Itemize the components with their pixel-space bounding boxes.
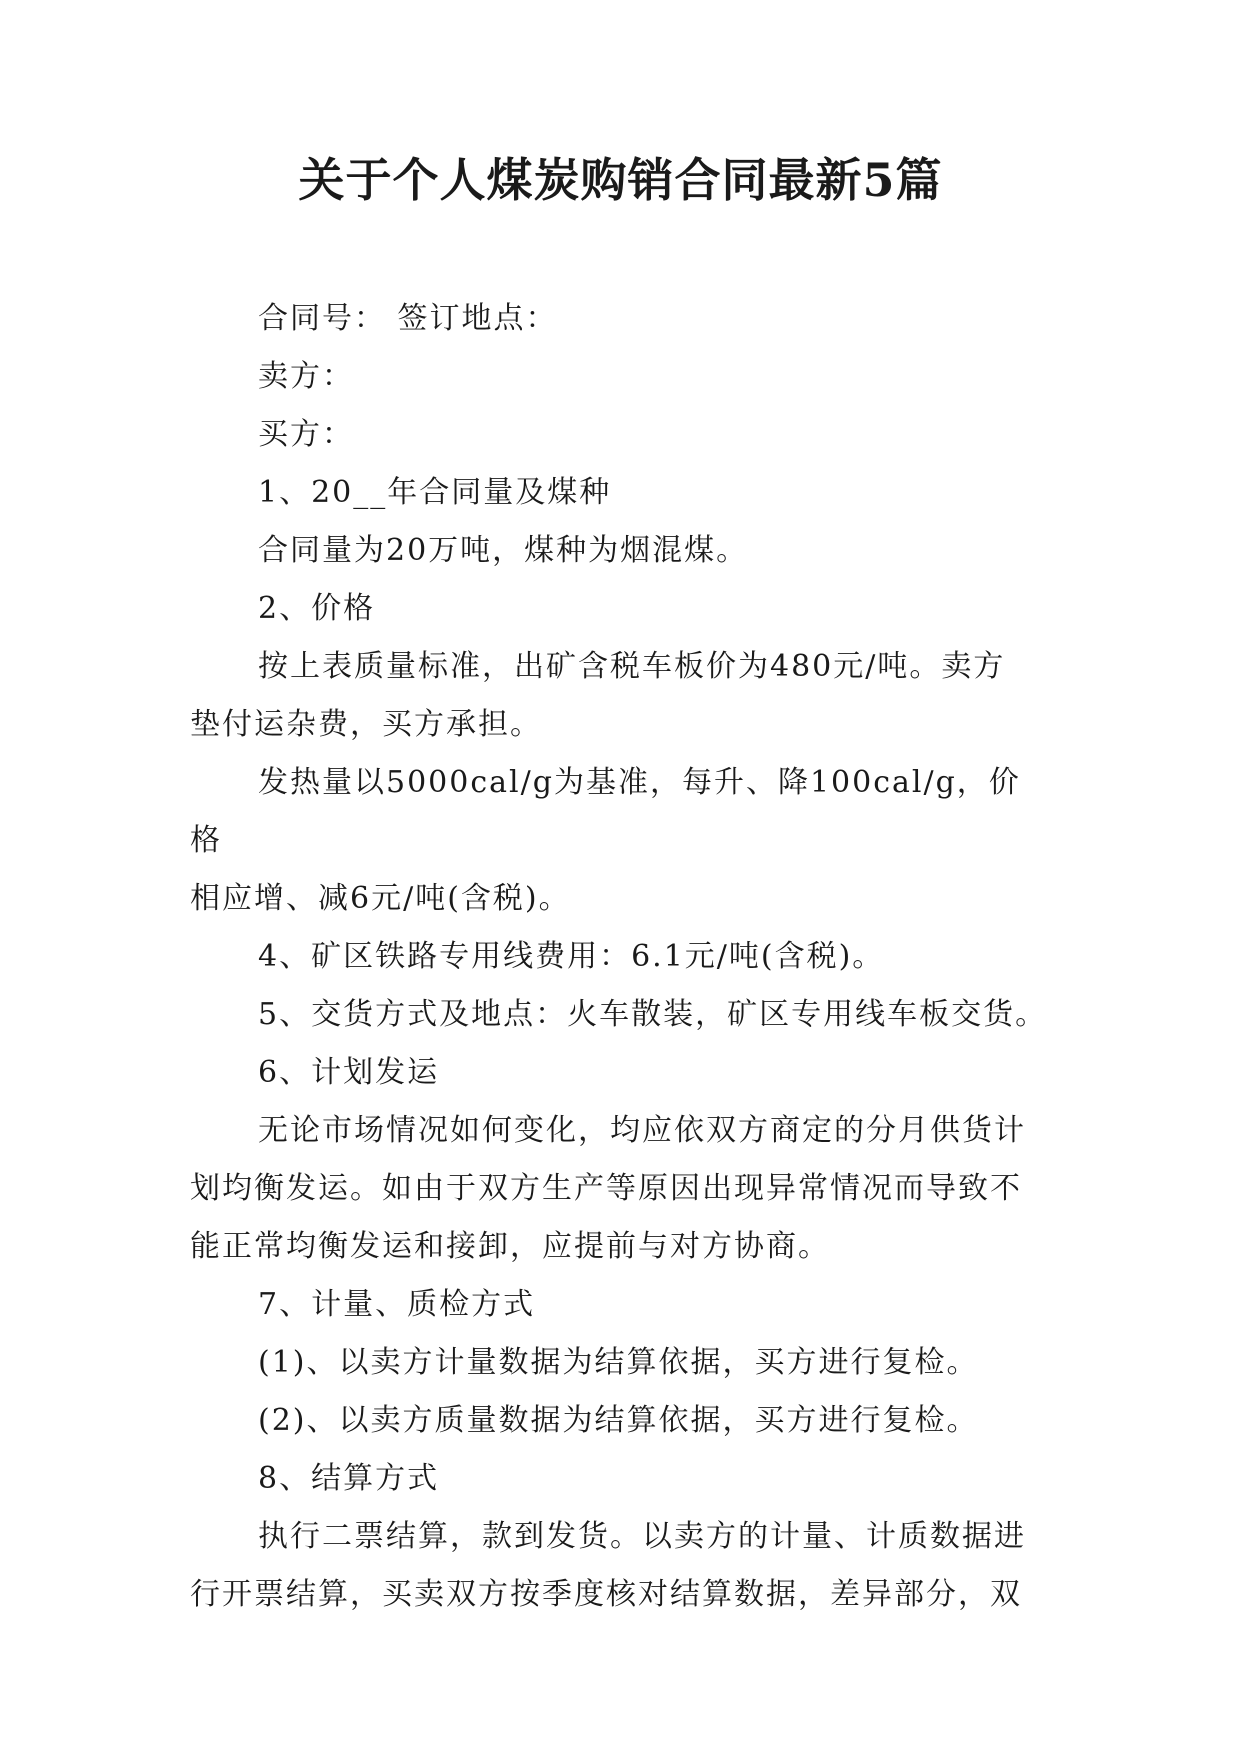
paragraph-line: (2)、以卖方质量数据为结算依据，买方进行复检。 xyxy=(258,1403,979,1438)
paragraph-line: 执行二票结算，款到发货。以卖方的计量、计质数据进 xyxy=(258,1519,1026,1554)
paragraph-line: 能正常均衡发运和接卸，应提前与对方协商。 xyxy=(190,1229,830,1264)
paragraph-line: 合同号： 签订地点： xyxy=(258,301,558,336)
paragraph-line: 划均衡发运。如由于双方生产等原因出现异常情况而导致不 xyxy=(190,1171,1022,1206)
paragraph xyxy=(190,348,1050,406)
paragraph-line: 2、价格 xyxy=(258,591,376,626)
paragraph xyxy=(190,464,1050,522)
paragraph xyxy=(190,290,1050,348)
paragraph xyxy=(190,1102,1050,1276)
paragraph xyxy=(190,638,1050,754)
paragraph-line: 5、交货方式及地点：火车散装，矿区专用线车板交货。 xyxy=(258,997,1048,1032)
paragraph xyxy=(190,1392,1050,1450)
document-body xyxy=(190,290,1050,1624)
paragraph-line: 7、计量、质检方式 xyxy=(258,1287,536,1322)
paragraph-line: 按上表质量标准，出矿含税车板价为480元/吨。卖方 xyxy=(258,649,1006,684)
paragraph xyxy=(190,580,1050,638)
paragraph-line: 买方： xyxy=(258,417,354,452)
paragraph xyxy=(190,1044,1050,1102)
paragraph xyxy=(190,1508,1050,1624)
paragraph-line: 发热量以5000cal/g为基准，每升、降100cal/g，价格 xyxy=(190,765,1021,858)
paragraph-line: 6、计划发运 xyxy=(258,1055,440,1090)
paragraph xyxy=(190,522,1050,580)
paragraph-line: 4、矿区铁路专用线费用：6.1元/吨(含税)。 xyxy=(258,939,885,974)
paragraph xyxy=(190,754,1050,928)
paragraph xyxy=(190,1276,1050,1334)
paragraph-line: (1)、以卖方计量数据为结算依据，买方进行复检。 xyxy=(258,1345,979,1380)
paragraph-line: 行开票结算，买卖双方按季度核对结算数据，差异部分，双 xyxy=(190,1577,1022,1612)
paragraph-line: 相应增、减6元/吨(含税)。 xyxy=(190,881,571,916)
paragraph xyxy=(190,406,1050,464)
paragraph-line: 卖方： xyxy=(258,359,354,394)
paragraph xyxy=(190,1334,1050,1392)
paragraph-line: 无论市场情况如何变化，均应依双方商定的分月供货计 xyxy=(258,1113,1026,1148)
document-title: 关于个人煤炭购销合同最新5篇 xyxy=(298,153,943,207)
paragraph-line: 8、结算方式 xyxy=(258,1461,440,1496)
paragraph xyxy=(190,986,1050,1044)
paragraph-line: 1、20__年合同量及煤种 xyxy=(258,475,612,510)
paragraph-line: 合同量为20万吨，煤种为烟混煤。 xyxy=(258,533,749,568)
paragraph xyxy=(190,1450,1050,1508)
paragraph xyxy=(190,928,1050,986)
paragraph-line: 垫付运杂费，买方承担。 xyxy=(190,707,542,742)
